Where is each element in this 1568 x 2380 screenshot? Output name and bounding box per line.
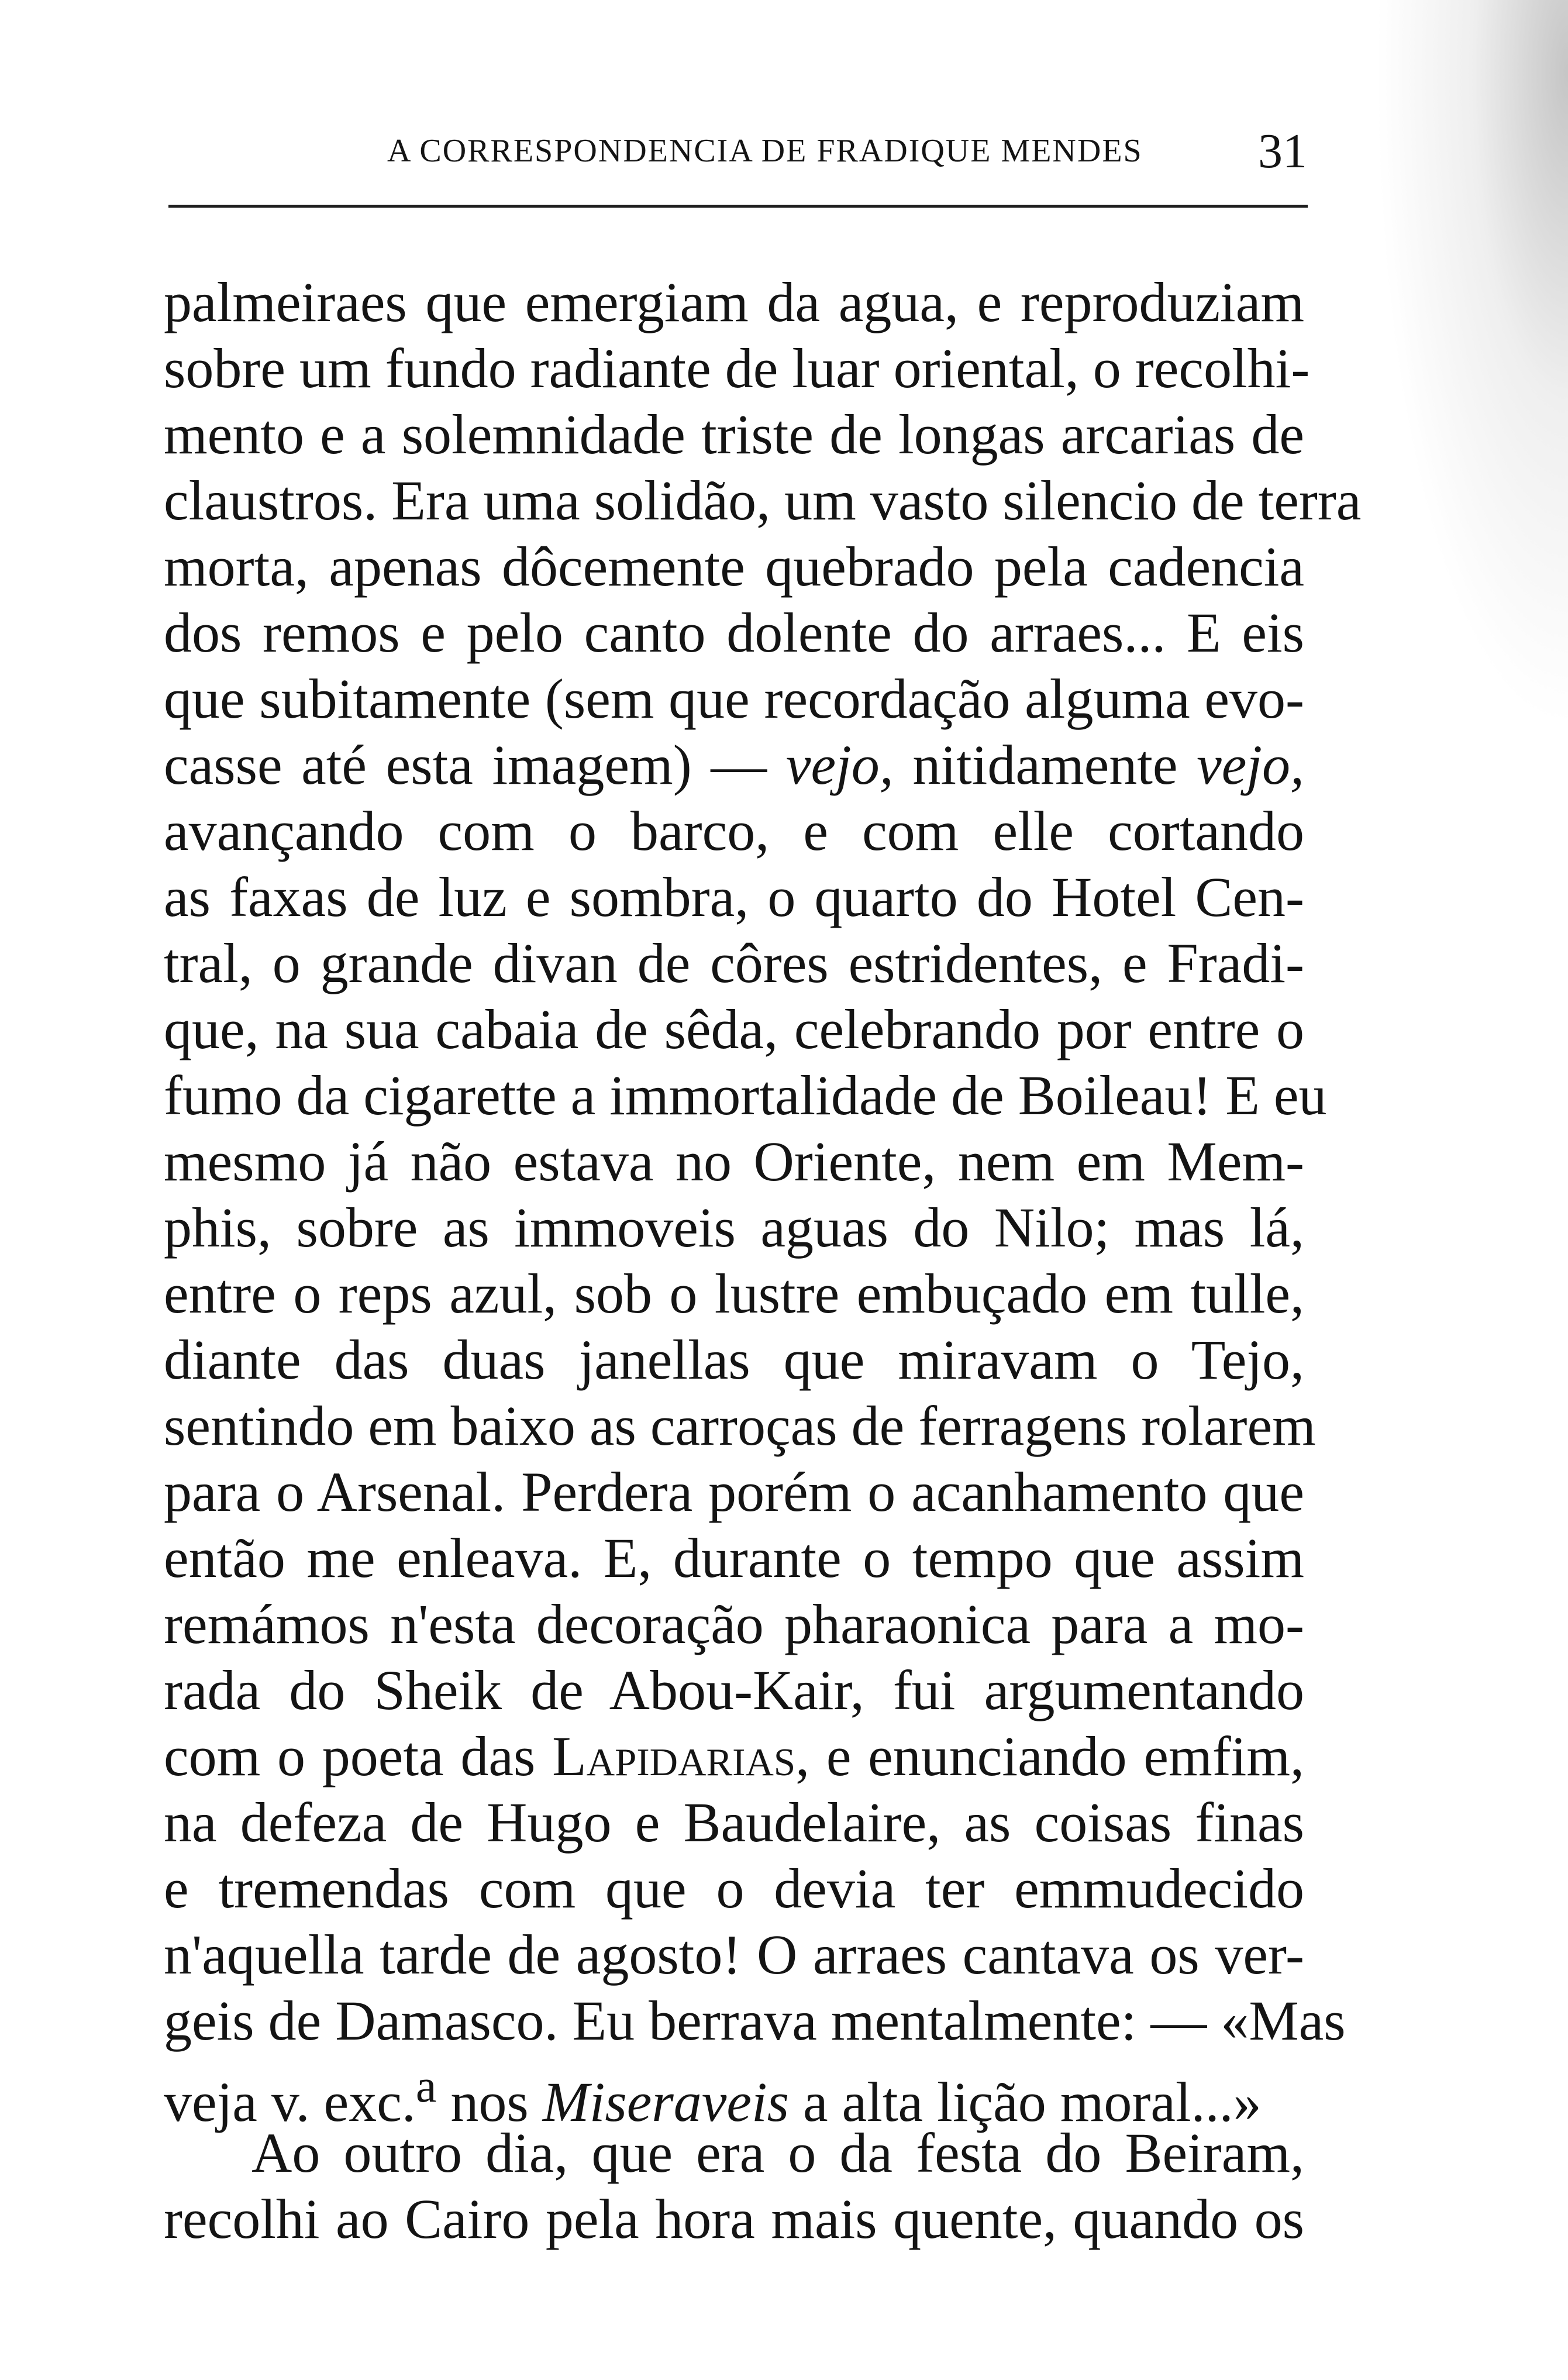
text-line: sentindo em baixo as carroças de ferragens rolarem (164, 1394, 1316, 1457)
text-line: as faxas de luz e sombra, o quarto do Hotel Cen- (164, 866, 1304, 928)
running-title: A CORRESPONDENCIA DE FRADIQUE MENDES (387, 133, 1143, 169)
text-line: entre o reps azul, sob o lustre embuçado em tulle, (164, 1262, 1304, 1325)
text-line: para o Arsenal. Perdera porém o acanhamento que (164, 1461, 1304, 1523)
text-line: casse até esta imagem) — vejo, nitidamente vejo, (164, 733, 1305, 796)
text-line: geis de Damasco. Eu berrava mentalmente: — «Mas (164, 1989, 1346, 2052)
text-line: que, na sua cabaia de sêda, celebrando por entre o (164, 998, 1304, 1060)
text-line: avançando com o barco, e com elle cortando (164, 800, 1304, 862)
text-line: morta, apenas dôcemente quebrado pela cadencia (164, 535, 1304, 598)
text-line: claustros. Era uma solidão, um vasto silencio de terra (164, 469, 1362, 532)
running-head (170, 122, 1307, 178)
text-line: fumo da cigarette a immortalidade de Boileau! E eu (164, 1064, 1327, 1127)
italic-word: Miseraveis (542, 2071, 789, 2133)
page-number: 31 (1258, 124, 1307, 178)
text-line: na defeza de Hugo e Baudelaire, as coisas finas (164, 1791, 1304, 1854)
text-line: sobre um fundo radiante de luar oriental, o recolhi- (164, 337, 1310, 399)
text-line: dos remos e pelo canto dolente do arraes... E eis (164, 601, 1304, 664)
paragraph-start-line: Ao outro dia, que era o da festa do Beiram, (251, 2121, 1304, 2184)
italic-word: vejo, (1197, 733, 1305, 796)
text-line: então me enleava. E, durante o tempo que assim (164, 1527, 1304, 1589)
text-line: diante das duas janellas que miravam o Tejo, (164, 1328, 1304, 1391)
header-rule (168, 205, 1308, 208)
body-text (164, 269, 1362, 2252)
small-caps-title: Lapidarias (552, 1725, 796, 1787)
text-line: n'aquella tarde de agosto! O arraes cantava os ver- (164, 1923, 1304, 1986)
text-line: que subitamente (sem que recordação alguma evo- (164, 667, 1304, 730)
scan-shadow (1375, 0, 1568, 731)
italic-word: vejo, (785, 733, 894, 796)
text-line: com o poeta das Lapidarias, e enunciando emfim, (164, 1725, 1305, 1787)
text-line: remámos n'esta decoração pharaonica para a mo- (164, 1593, 1304, 1655)
text-line: rada do Sheik de Abou-Kair, fui argumentando (164, 1659, 1304, 1721)
text-line: e tremendas com que o devia ter emmudecido (164, 1857, 1304, 1920)
text-line: mento e a solemnidade triste de longas arcarias de (164, 403, 1304, 466)
text-line: tral, o grande divan de côres estridentes, e Fradi- (164, 932, 1304, 994)
text-line: phis, sobre as immoveis aguas do Nilo; mas lá, (164, 1196, 1304, 1259)
superscript: a (415, 2061, 437, 2112)
text-line: veja v. exc.$^a$ nos Miseraveis a alta lição moral...» (164, 2061, 1262, 2133)
text-line: recolhi ao Cairo pela hora mais quente, quando os (164, 2188, 1304, 2250)
text-line: palmeiraes que emergiam da agua, e reproduziam (164, 271, 1304, 333)
text-line: mesmo já não estava no Oriente, nem em Mem- (164, 1130, 1304, 1193)
